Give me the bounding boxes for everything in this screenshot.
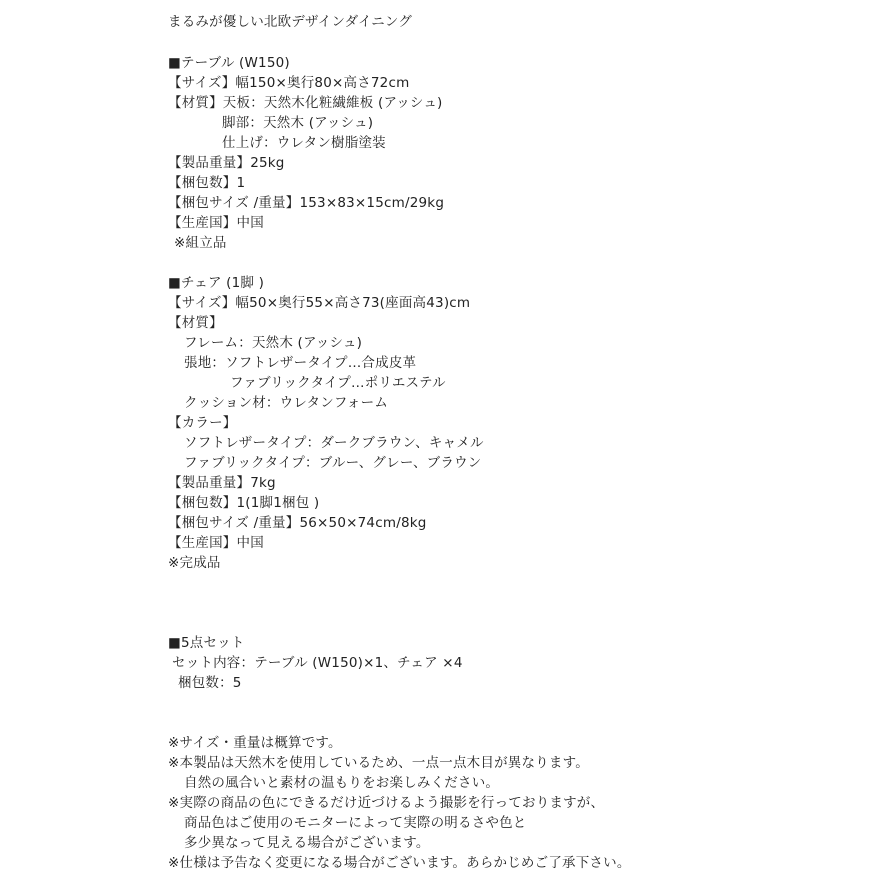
table-weight: 【製品重量】25kg bbox=[168, 155, 285, 171]
chair-material-fabric: ファブリックタイプ…ポリエステル bbox=[230, 375, 446, 391]
note-color-cont-2: 多少異なって見える場合がございます。 bbox=[184, 835, 430, 851]
note-color: ※実際の商品の色にできるだけ近づけるよう撮影を行っておりますが、 bbox=[168, 795, 605, 811]
set-heading: ■5点セット bbox=[168, 635, 245, 651]
chair-package-count: 【梱包数】1(1脚1梱包 ) bbox=[168, 495, 320, 511]
chair-weight: 【製品重量】7kg bbox=[168, 475, 276, 491]
chair-material-cushion: クッション材：ウレタンフォーム bbox=[184, 395, 389, 411]
table-material-legs: 脚部：天然木 (アッシュ) bbox=[222, 115, 374, 131]
note-spec-change: ※仕様は予告なく変更になる場合がございます。あらかじめご了承下さい。 bbox=[168, 855, 631, 871]
chair-package-size: 【梱包サイズ /重量】56×50×74cm/8kg bbox=[168, 515, 427, 531]
table-heading: ■テーブル (W150) bbox=[168, 55, 290, 71]
chair-size: 【サイズ】幅50×奥行55×高さ73(座面高43)cm bbox=[168, 295, 471, 311]
table-material-finish: 仕上げ：ウレタン樹脂塗装 bbox=[222, 135, 386, 151]
note-natural-wood: ※本製品は天然木を使用しているため、一点一点木目が異なります。 bbox=[168, 755, 589, 771]
chair-color-label: 【カラー】 bbox=[168, 415, 237, 431]
chair-color-fabric: ファブリックタイプ：ブルー、グレー、ブラウン bbox=[184, 455, 482, 471]
table-package-count: 【梱包数】1 bbox=[168, 175, 246, 191]
chair-material-upholstery: 張地：ソフトレザータイプ…合成皮革 bbox=[184, 355, 417, 371]
set-contents: セット内容：テーブル (W150)×1、チェア ×4 bbox=[172, 655, 463, 671]
table-package-size: 【梱包サイズ /重量】153×83×15cm/29kg bbox=[168, 195, 445, 211]
chair-material-frame: フレーム：天然木 (アッシュ) bbox=[184, 335, 363, 351]
chair-origin: 【生産国】中国 bbox=[168, 535, 264, 551]
chair-material-label: 【材質】 bbox=[168, 315, 223, 331]
table-material: 【材質】天板：天然木化粧繊維板 (アッシュ) bbox=[168, 95, 443, 111]
note-color-cont-1: 商品色はご使用のモニターによって実際の明るさや色と bbox=[184, 815, 527, 831]
chair-color-leather: ソフトレザータイプ：ダークブラウン、キャメル bbox=[184, 435, 484, 451]
table-size: 【サイズ】幅150×奥行80×高さ72cm bbox=[168, 75, 410, 91]
chair-assembled-note: ※完成品 bbox=[168, 555, 221, 571]
set-package-count: 梱包数：5 bbox=[178, 675, 242, 691]
note-approximate: ※サイズ・重量は概算です。 bbox=[168, 735, 342, 751]
table-assembly-note: ※組立品 bbox=[174, 235, 227, 251]
chair-heading: ■チェア (1脚 ) bbox=[168, 275, 265, 291]
note-natural-wood-cont: 自然の風合いと素材の温もりをお楽しみください。 bbox=[184, 775, 500, 791]
document-title: まるみが優しい北欧デザインダイニング bbox=[168, 14, 413, 30]
table-origin: 【生産国】中国 bbox=[168, 215, 264, 231]
